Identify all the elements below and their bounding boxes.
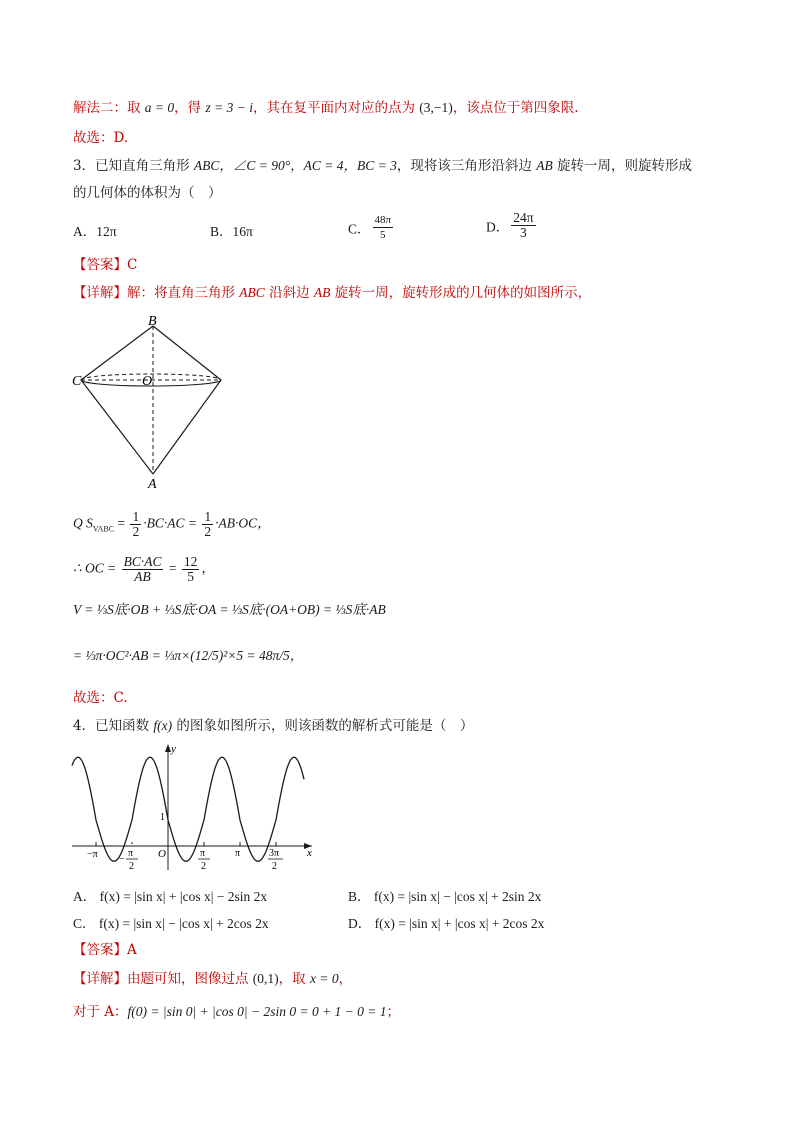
q4-line-pre: 4．已知函数 <box>73 718 154 734</box>
cone-label-b: B <box>148 314 157 329</box>
q3-detail-pre: 解：将直角三角形 <box>127 285 240 301</box>
q4-option-a: A． f(x) = |sin x| + |cos x| − 2sin 2x <box>73 889 268 904</box>
q3-math-line1 <box>73 510 271 539</box>
q3-detail-end: 旋转一周，旋转形成的几何体的如图所示， <box>330 285 592 301</box>
q3-line1-post: ，现将该三角形沿斜边 <box>396 158 537 174</box>
q4-detail-pre: 由题可知，图像过点 <box>127 971 253 987</box>
method2-mid2: ，其在复平面内对应的点为 <box>252 100 420 116</box>
q3-math-l1-frac2-num: 1 <box>204 509 212 524</box>
q3-detail-abc: ABC <box>239 285 265 300</box>
q3-math-l1-frac1 <box>130 510 141 539</box>
q3-option-d-num: 24π <box>513 210 534 225</box>
cone-label-c: C <box>72 374 82 389</box>
q3-line1-pre: 3．已知直角三角形 <box>73 158 194 174</box>
q3-math-l1-a: ·BC·AC = <box>143 515 201 531</box>
q4-detail-point: (0,1) <box>252 971 279 986</box>
graph-label-origin: O <box>158 848 166 860</box>
function-graph <box>68 738 318 874</box>
method2-mid1: ，得 <box>174 100 206 116</box>
q3-detail-mid: 沿斜边 <box>264 285 314 301</box>
graph-label-three-half-pi-num: 3π <box>269 848 280 859</box>
q3-math-l1-frac2 <box>202 510 213 539</box>
method2-prefix: 解法二：取 <box>73 100 145 116</box>
q3-math-l2-pre: ∴ OC = <box>73 560 120 576</box>
cone-edge-a-right <box>153 380 221 474</box>
q3-option-d-label: D． <box>486 219 510 235</box>
q4-option-c: C． f(x) = |sin x| − |cos x| + 2cos 2x <box>73 916 269 931</box>
q3-detail <box>73 283 591 303</box>
cone-edge-b-right <box>153 326 221 380</box>
q3-math-l1-pre: Q S <box>73 515 93 531</box>
q4-line-post: 的图象如图所示，则该函数的解析式可能是（ ） <box>172 718 474 734</box>
q3-ac: ，AC = 4 <box>290 158 344 173</box>
q4-answer-tag: 【答案】 <box>73 942 127 958</box>
q3-option-d <box>486 211 538 240</box>
q3-option-d-den: 3 <box>520 225 527 240</box>
q3-option-c-den: 5 <box>380 229 386 241</box>
q3-option-a: A．12π <box>73 224 117 239</box>
q3-math-l2-num: BC·AC <box>123 554 162 569</box>
q3-math-l2-frac1 <box>122 555 164 584</box>
method2-line <box>73 98 579 118</box>
q3-math-l2-d: 5 <box>187 569 194 584</box>
q3-math-l1-b: ·AB·OC， <box>215 515 271 531</box>
q3-option-d-frac <box>511 211 535 240</box>
q4-option-b: B． f(x) = |sin x| − |cos x| + 2sin 2x <box>348 889 542 904</box>
q4-detail-mid: ，取 <box>278 971 310 987</box>
q3-math-l2-eq: = <box>165 560 180 576</box>
graph-label-half-pi-num: π <box>200 848 206 859</box>
q3-math-l2-n: 12 <box>183 554 198 569</box>
q4-option-d: D． f(x) = |sin x| + |cos x| + 2cos 2x <box>348 916 545 931</box>
q4-answer-value: A <box>127 942 137 958</box>
q3-answer-tag: 【答案】 <box>73 257 127 273</box>
q4-check-a <box>73 1002 400 1022</box>
q3-option-b: B．16π <box>210 224 253 239</box>
q3-math-l1-frac1-num: 1 <box>132 509 140 524</box>
q4-fx: f(x) <box>153 718 173 733</box>
q3-math-l1-sub: VABC <box>92 524 115 534</box>
method2-a-eq: a = 0 <box>144 100 175 115</box>
q3-math-line3: V = ⅓S底·OB + ⅓S底·OA = ⅓S底·(OA+OB) = ⅓S底·AB <box>73 602 386 617</box>
q3-math-l2-end: ， <box>201 560 215 576</box>
graph-label-neg-half-pi-den: 2 <box>129 861 134 872</box>
cone-label-a: A <box>148 477 157 492</box>
graph-label-three-half-pi-den: 2 <box>272 861 277 872</box>
q3-option-c-label: C． <box>348 221 371 237</box>
q3-line1 <box>73 156 692 176</box>
cone-edge-bc <box>81 326 153 380</box>
q4-detail-tag: 【详解】 <box>73 971 127 987</box>
method2-point: (3,−1) <box>419 100 453 115</box>
q3-abc: ABC <box>193 158 220 173</box>
q3-option-c-frac <box>373 213 394 242</box>
q3-math-l1-eq: = <box>114 515 129 531</box>
q3-math-line4: = ⅓π·OC²·AB = ⅓π×(12/5)²×5 = 48π/5， <box>73 648 304 663</box>
q3-line1-end: 旋转一周，则旋转形成 <box>552 158 692 174</box>
q3-answer <box>73 255 137 275</box>
double-cone-figure <box>70 312 230 492</box>
graph-label-pi: π <box>235 848 241 859</box>
graph-label-y: y <box>171 743 176 755</box>
q4-check-a-end: ； <box>386 1004 401 1020</box>
q3-math-l2-frac2 <box>182 555 200 584</box>
q4-check-a-formula: f(0) = |sin 0| + |cos 0| − 2sin 0 = 0 + 1 − 0 = 1 <box>127 1004 387 1019</box>
cone-label-o: O <box>142 374 153 389</box>
q4-answer <box>73 940 137 960</box>
q3-detail-tag: 【详解】 <box>73 285 127 301</box>
q4-detail-end: ， <box>338 971 353 987</box>
cone-edge-ca <box>81 380 153 474</box>
q3-ab: AB <box>536 158 553 173</box>
q3-option-c-num: 48π <box>374 214 392 226</box>
q3-math-line2 <box>73 555 215 584</box>
method2-z-eq: z = 3 − i <box>205 100 253 115</box>
q4-detail <box>73 969 352 989</box>
graph-label-x: x <box>307 847 312 859</box>
q3-option-c <box>348 213 395 242</box>
q3-math-l2-den: AB <box>134 569 151 584</box>
q3-line2: 的几何体的体积为（ ） <box>73 185 222 201</box>
q3-math-l1-frac2-den: 2 <box>204 524 212 539</box>
graph-label-neg-sign: − <box>119 854 125 865</box>
graph-label-neg-pi: −π <box>87 849 98 860</box>
q3-angle: ，∠C = 90° <box>219 158 291 173</box>
q4-line <box>73 716 473 736</box>
graph-label-neg-half-pi-num: π <box>128 848 134 859</box>
graph-label-half-pi-den: 2 <box>201 861 206 872</box>
graph-label-one: 1 <box>160 812 165 823</box>
q4-detail-x0: x = 0 <box>309 971 339 986</box>
q3-answer-value: C <box>127 257 138 273</box>
answer-select-2: 故选：C. <box>73 690 128 706</box>
q3-detail-ab: AB <box>313 285 331 300</box>
q3-math-l1-frac1-den: 2 <box>132 524 140 539</box>
method2-suffix: ，该点位于第四象限. <box>452 100 579 116</box>
q4-check-a-pre: 对于 A： <box>73 1004 128 1020</box>
answer-select-1: 故选：D. <box>73 130 129 146</box>
q3-bc: ，BC = 3 <box>343 158 397 173</box>
